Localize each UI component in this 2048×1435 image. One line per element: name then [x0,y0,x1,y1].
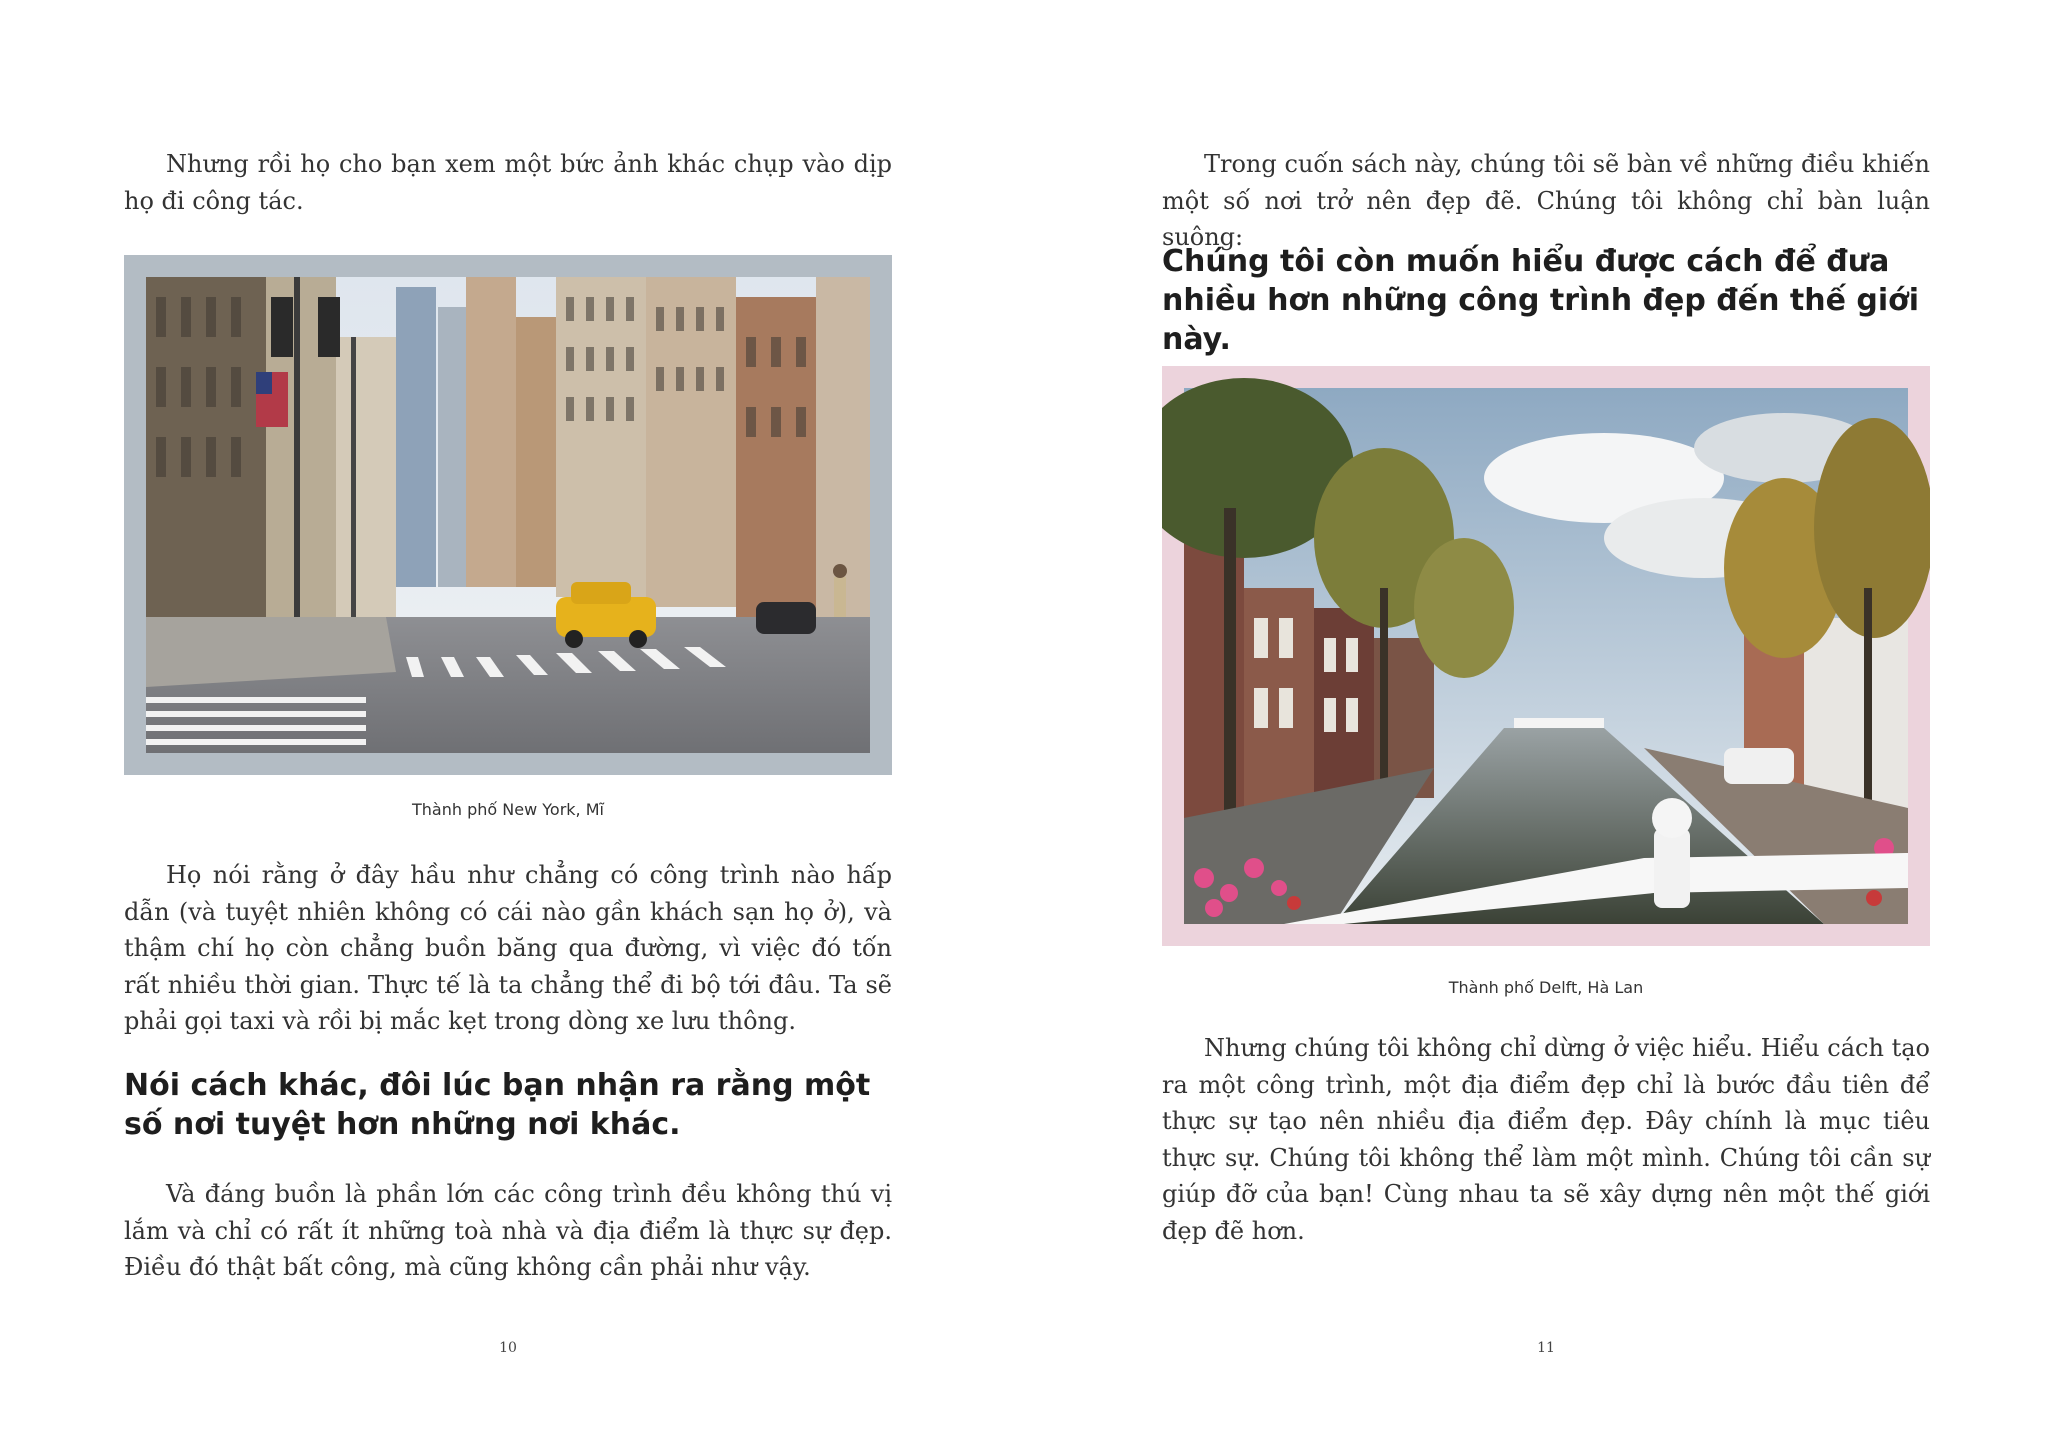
left-heading: Nói cách khác, đôi lúc bạn nhận ra rằng một số nơi tuyệt hơn những nơi khác. [124,1068,871,1142]
new-york-street-image [124,255,892,775]
delft-photo-caption: Thành phố Delft, Hà Lan [1448,978,1644,997]
right-paragraph-2: Nhưng chúng tôi không chỉ dừng ở việc hiểu. Hiểu cách tạo ra một công trình, một địa điểm đẹp chỉ là bước đầu tiên để thực sự tạo nên nhiều địa điểm đẹp. Đây chính là mục tiêu thực sự. Chúng tôi không thể làm một mình. Chúng tôi cần sự giúp đỡ của bạn! Cùng nhau ta sẽ xây dựng nên một thế giới đẹp đẽ hơn. [1162,1034,1930,1245]
new-york-photo-caption: Thành phố New York, Mĩ [412,800,604,819]
left-paragraph-3: Và đáng buồn là phần lớn các công trình đều không thú vị lắm và chỉ có rất ít những toà nhà và địa điểm là thực sự đẹp. Điều đó thật bất công, mà cũng không cần phải như vậy. [124,1180,892,1281]
right-heading: Chúng tôi còn muốn hiểu được cách để đưa nhiều hơn những công trình đẹp đến thế giới này. [1162,244,1920,357]
delft-canal-image [1162,366,1930,946]
right-intro-paragraph: Trong cuốn sách này, chúng tôi sẽ bàn về những điều khiến một số nơi trở nên đẹp đẽ. Chúng tôi không chỉ bàn luận suông: [1162,150,1930,251]
new-york-photo [124,255,892,775]
left-page-number: 10 [499,1340,517,1356]
left-paragraph-2: Họ nói rằng ở đây hầu như chẳng có công trình nào hấp dẫn (và tuyệt nhiên không có cái nào gần khách sạn họ ở), và thậm chí họ còn chẳng buồn băng qua đường, vì việc đó tốn rất nhiều thời gian. Thực tế là ta chẳng thể đi bộ tới đâu. Ta sẽ phải gọi taxi và rồi bị mắc kẹt trong dòng xe lưu thông. [124,861,892,1035]
right-page [1024,0,2048,1435]
right-page-number: 11 [1537,1340,1555,1356]
delft-photo [1162,366,1930,946]
left-intro-paragraph: Nhưng rồi họ cho bạn xem một bức ảnh khác chụp vào dịp họ đi công tác. [124,150,892,215]
